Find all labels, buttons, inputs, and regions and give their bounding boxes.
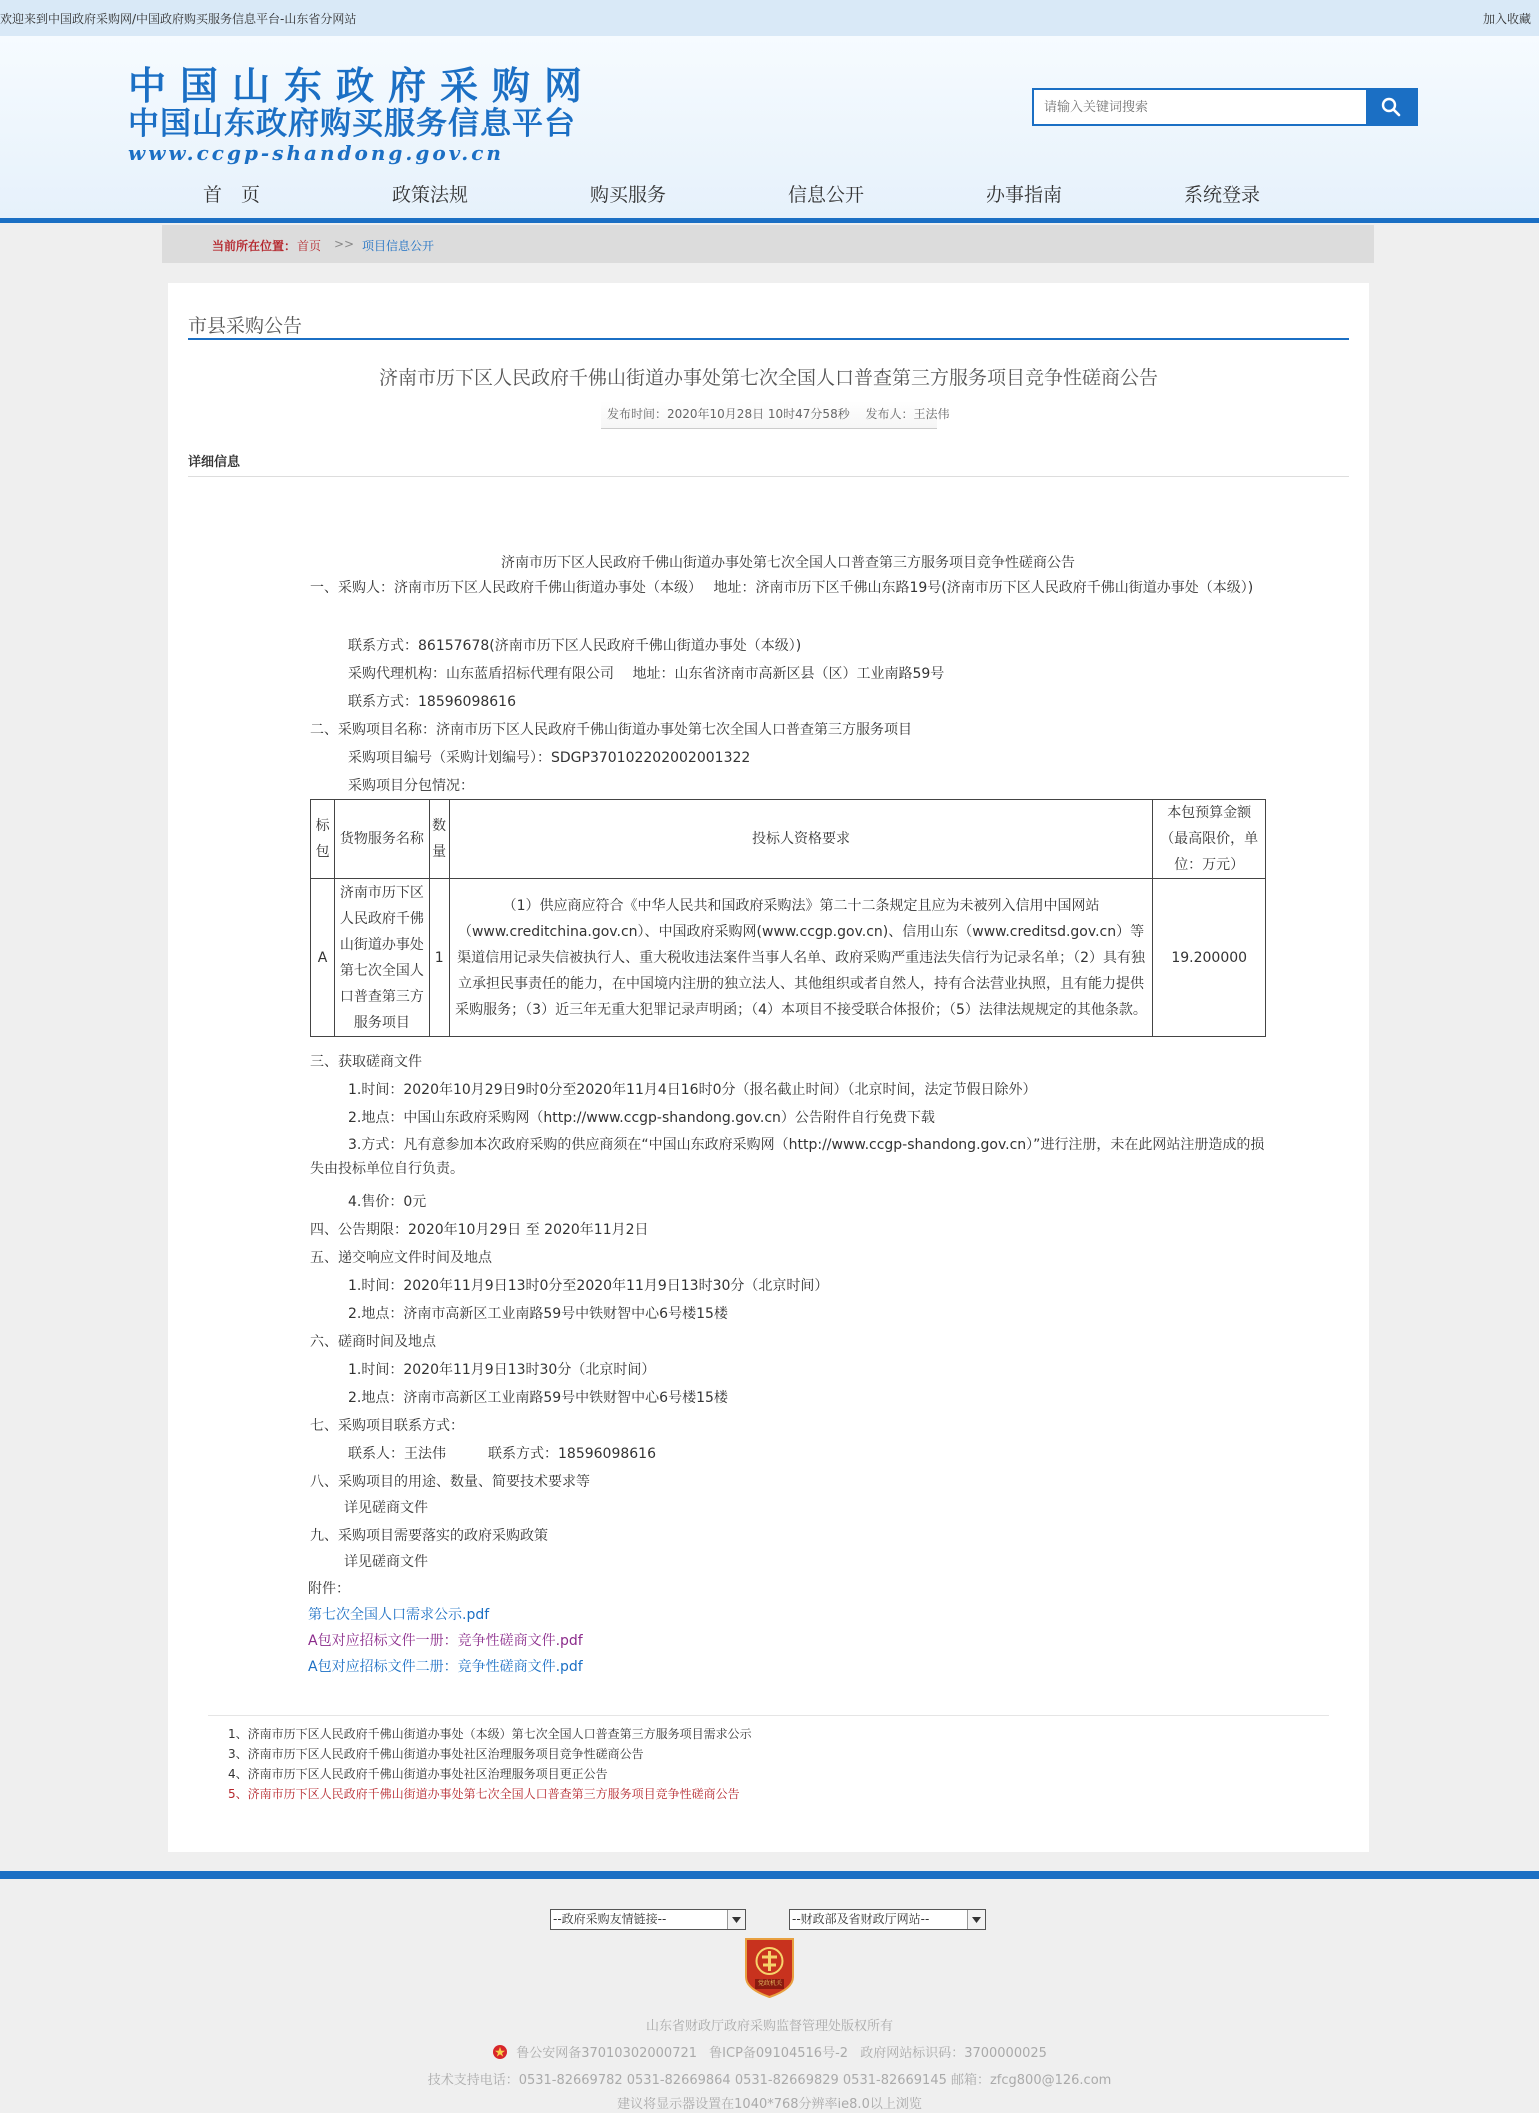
welcome-text: 欢迎来到中国政府采购网/中国政府购买服务信息平台-山东省分网站 (0, 12, 357, 26)
search-icon (1381, 97, 1401, 117)
record-info (0, 2042, 1539, 2061)
section-divider (188, 338, 1349, 340)
related-link-1[interactable]: 1、济南市历下区人民政府千佛山街道办事处（本级）第七次全国人口普查第三方服务项目需求公示 (228, 1727, 752, 1741)
package-table (310, 799, 1266, 1037)
attachment-link-3[interactable]: A包对应招标文件二册：竞争性磋商文件.pdf (308, 1659, 583, 1675)
site-logo[interactable] (128, 64, 596, 166)
breadcrumb-label: 当前所在位置： (212, 239, 297, 253)
icp-record[interactable]: 鲁ICP备09104516号-2 (709, 2046, 849, 2061)
section-6-place: 2.地点：济南市高新区工业南路59号中铁财智中心6号楼15楼 (348, 1390, 728, 1406)
header-package: 标包 (311, 800, 335, 879)
purchaser-contact: 联系方式：86157678(济南市历下区人民政府千佛山街道办事处（本级）) (348, 638, 802, 654)
copyright: 山东省财政厅政府采购监督管理处版权所有 (645, 2019, 893, 2034)
footer-divider (0, 1871, 1539, 1879)
nav-guide[interactable]: 办事指南 (986, 184, 1063, 206)
police-record[interactable]: 鲁公安网备37010302000721 (516, 2046, 698, 2061)
related-link-2[interactable]: 3、济南市历下区人民政府千佛山街道办事处社区治理服务项目竞争性磋商公告 (228, 1747, 644, 1761)
section-7: 七、采购项目联系方式： (310, 1418, 464, 1434)
breadcrumb (162, 225, 1374, 263)
section-title: 市县采购公告 (188, 315, 303, 337)
header-requirements: 投标人资格要求 (449, 800, 1153, 879)
breadcrumb-separator: >> (334, 237, 355, 251)
package-label: 采购项目分包情况： (348, 778, 474, 794)
add-favorite-link[interactable]: 加入收藏 (1482, 12, 1531, 26)
breadcrumb-current[interactable]: 项目信息公开 (362, 239, 435, 253)
nav-info-disclosure[interactable]: 信息公开 (788, 184, 865, 206)
section-3-time: 1.时间：2020年10月29日9时0分至2020年11月4日16时0分（报名截止时间）（北京时间，法定节假日除外） (348, 1082, 1037, 1098)
section-5-time: 1.时间：2020年11月9日13时0分至2020年11月9日13时30分（北京时间） (348, 1278, 829, 1294)
top-bar (0, 0, 1539, 36)
header-budget: 本包预算金额（最高限价，单位：万元） (1153, 800, 1266, 879)
party-government-emblem-icon[interactable] (742, 1937, 797, 1999)
friendly-links-select[interactable] (550, 1909, 746, 1930)
related-divider (208, 1715, 1329, 1716)
publisher: 发布人：王法伟 (865, 407, 950, 421)
attachment-link-1[interactable]: 第七次全国人口需求公示.pdf (308, 1607, 490, 1623)
agency-contact: 联系方式：18596098616 (348, 694, 516, 710)
support-info: 技术支持电话：0531-82669782 0531-82669864 0531-82669829 0531-82669145 邮箱：zfcg800@126.com (427, 2073, 1112, 2088)
browser-advice: 建议将显示器设置在1040*768分辨率ie8.0以上浏览 (617, 2097, 922, 2112)
section-5: 五、递交响应文件时间及地点 (310, 1250, 492, 1266)
police-badge-icon (492, 2044, 508, 2060)
header-name: 货物服务名称 (335, 800, 429, 879)
section-6: 六、磋商时间及地点 (310, 1334, 436, 1350)
nav-home[interactable]: 首 页 (203, 184, 261, 206)
detail-divider (188, 476, 1349, 477)
section-1-purchaser: 一、采购人：济南市历下区人民政府千佛山街道办事处（本级） 地址：济南市历下区千佛山东路19号(济南市历下区人民政府千佛山街道办事处（本级）) (310, 580, 1254, 596)
section-3-price: 4.售价：0元 (348, 1194, 427, 1210)
search-box (1032, 88, 1418, 126)
nav-policy[interactable]: 政策法规 (392, 184, 469, 206)
section-7-contact: 联系人：王法伟 联系方式：18596098616 (348, 1446, 656, 1462)
main-content (168, 283, 1369, 1852)
section-9: 九、采购项目需要落实的政府采购政策 (310, 1528, 548, 1544)
attachments-label: 附件： (308, 1581, 350, 1597)
finance-sites-select[interactable] (789, 1909, 986, 1930)
section-3-method: 3.方式：凡有意参加本次政府采购的供应商须在“中国山东政府采购网（http://www.ccgp-shandong.gov.cn）”进行注册，未在此网站注册造成的损失由投标单位自行负责。 (310, 1137, 1265, 1177)
body-heading: 济南市历下区人民政府千佛山街道办事处第七次全国人口普查第三方服务项目竞争性磋商公告 (501, 555, 1075, 571)
cell-requirements: （1）供应商应符合《中华人民共和国政府采购法》第二十二条规定且应为未被列入信用中国网站（www.creditchina.gov.cn）、中国政府采购网(www.ccgp.gov.cn)、信用山东（www.creditsd.gov.cn）等渠道信用记录失信被执行人、重大税收违法案件当事人名单、政府采购严重违法失信行为记录名单；（2）具有独立承担民事责任的能力，在中国境内注册的独立法人、其他组织或者自然人，持有合法营业执照，且有能力提供采购服务；（3）近三年无重大犯罪记录声明函；（4）本项目不接受联合体报价；（5）法律法规规定的其他条款。 (449, 879, 1153, 1037)
search-button[interactable] (1366, 90, 1416, 124)
attachment-link-2[interactable]: A包对应招标文件一册：竞争性磋商文件.pdf (308, 1633, 583, 1649)
section-8-detail: 详见磋商文件 (344, 1500, 428, 1516)
related-link-3[interactable]: 4、济南市历下区人民政府千佛山街道办事处社区治理服务项目更正公告 (228, 1767, 608, 1781)
nav-divider (0, 218, 1539, 223)
chevron-down-icon (967, 1910, 985, 1929)
header-quantity: 数量 (429, 800, 449, 879)
table-row (311, 879, 1266, 1037)
section-9-detail: 详见磋商文件 (344, 1554, 428, 1570)
nav-login[interactable]: 系统登录 (1184, 184, 1261, 206)
nav-purchase-service[interactable]: 购买服务 (590, 184, 667, 206)
breadcrumb-home[interactable]: 首页 (297, 239, 322, 253)
site-id: 政府网站标识码：3700000025 (860, 2046, 1047, 2061)
logo-subtitle: 中国山东政府购买服务信息平台 (128, 106, 576, 142)
cell-package: A (311, 879, 335, 1037)
related-link-4[interactable]: 5、济南市历下区人民政府千佛山街道办事处第七次全国人口普查第三方服务项目竞争性磋商公告 (228, 1787, 740, 1801)
section-3: 三、获取磋商文件 (310, 1054, 422, 1070)
chevron-down-icon (727, 1910, 745, 1929)
page-title: 济南市历下区人民政府千佛山街道办事处第七次全国人口普查第三方服务项目竞争性磋商公告 (378, 367, 1158, 389)
publish-time: 发布时间：2020年10月28日 10时47分58秒 (607, 407, 850, 421)
logo-title: 中国山东政府采购网 (128, 63, 597, 108)
logo-url: www.ccgp-shandong.gov.cn (128, 141, 504, 165)
finance-sites-value: --财政部及省财政厅网站-- (792, 1912, 930, 1926)
detail-label: 详细信息 (188, 455, 241, 470)
search-input[interactable] (1034, 90, 1364, 124)
section-4: 四、公告期限：2020年10月29日 至 2020年11月2日 (310, 1222, 649, 1238)
publish-info (601, 401, 950, 429)
cell-name: 济南市历下区人民政府千佛山街道办事处第七次全国人口普查第三方服务项目 (335, 879, 429, 1037)
cell-budget: 19.200000 (1153, 879, 1266, 1037)
section-3-place: 2.地点：中国山东政府采购网（http://www.ccgp-shandong.gov.cn）公告附件自行免费下载 (348, 1110, 935, 1126)
agency-info: 采购代理机构：山东蓝盾招标代理有限公司 地址：山东省济南市高新区县（区）工业南路59号 (348, 666, 945, 682)
section-8: 八、采购项目的用途、数量、简要技术要求等 (310, 1474, 590, 1490)
table-header-row (311, 800, 1266, 879)
section-5-place: 2.地点：济南市高新区工业南路59号中铁财智中心6号楼15楼 (348, 1306, 728, 1322)
project-code: 采购项目编号（采购计划编号）：SDGP370102202002001322 (348, 750, 751, 766)
emblem-label: 党政机关 (757, 1980, 782, 1987)
main-nav (0, 164, 1539, 218)
friendly-links-value: --政府采购友情链接-- (553, 1912, 667, 1926)
section-2-project-name: 二、采购项目名称：济南市历下区人民政府千佛山街道办事处第七次全国人口普查第三方服务项目 (310, 722, 912, 738)
cell-quantity: 1 (429, 879, 449, 1037)
section-6-time: 1.时间：2020年11月9日13时30分（北京时间） (348, 1362, 656, 1378)
site-footer (0, 1879, 1539, 2113)
